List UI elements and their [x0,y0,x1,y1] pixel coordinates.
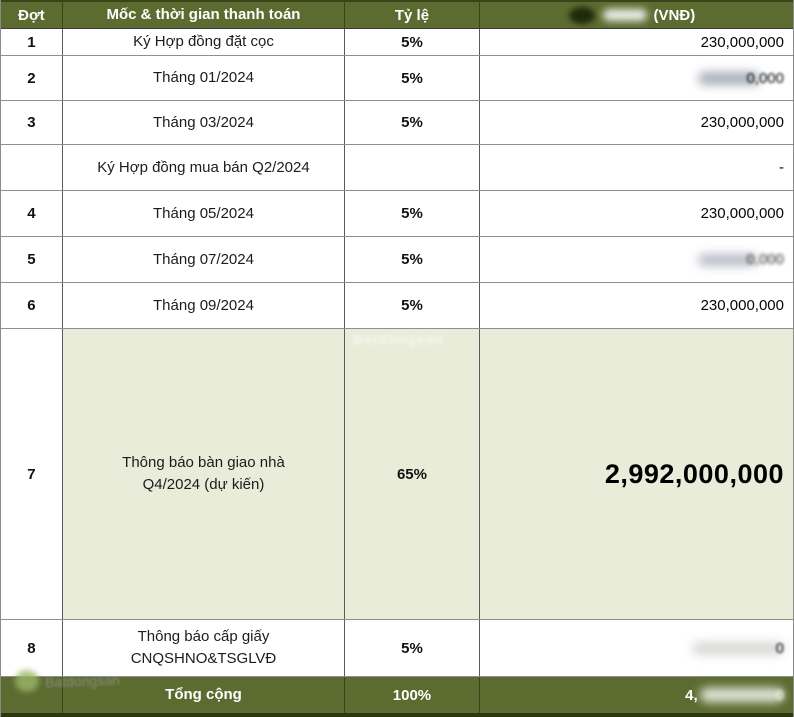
amount-tail: 0,000 [746,251,784,268]
rate-cell: 5% [345,29,480,55]
watermark-logo-text: Batdongsan [44,671,120,691]
total-stage-cell [1,677,63,713]
milestone-cell [63,329,345,619]
rate-cell: 5% [345,237,480,282]
amount-cell: 230,000,000 [700,205,784,222]
total-rate-cell: 100% [345,677,480,713]
table-row [1,620,793,677]
stage-cell: 6 [1,283,63,328]
header-amount-suffix: (VNĐ) [653,6,696,24]
stage-cell: 8 [1,620,63,676]
milestone-line-2: CNQSHNO&TSGLVĐ [130,650,277,667]
stage-cell: 5 [1,237,63,282]
amount-cell: 230,000,000 [700,297,784,314]
milestone-cell: Tháng 05/2024 [63,191,345,236]
milestone-cell [63,620,345,676]
rate-cell: 5% [345,56,480,100]
table-row [1,283,793,329]
milestone-line-1: Thông báo bàn giao nhà [122,454,285,472]
amount-tail: 0 [775,686,784,704]
milestone-cell: Tháng 01/2024 [63,56,345,100]
table-row [1,237,793,283]
table-row [1,191,793,237]
header-milestone: Mốc & thời gian thanh toán [63,2,345,28]
stage-cell: 1 [1,29,63,55]
table-total-row [1,677,793,717]
milestone-cell: Ký Hợp đồng đặt cọc [63,29,345,55]
milestone-cell: Tháng 03/2024 [63,101,345,144]
header-amount [480,2,793,28]
stage-cell: 3 [1,101,63,144]
amount-cell-redacted [480,56,793,100]
amount-cell: - [779,159,784,176]
stage-cell: 2 [1,56,63,100]
amount-cell: 2,992,000,000 [480,329,793,619]
table-row-highlighted [1,329,793,620]
redaction-smudge [692,639,784,657]
amount-tail: 0 [775,639,784,657]
redaction-smudge [603,9,647,21]
stage-cell: 4 [1,191,63,236]
stage-cell: 7 [1,329,63,619]
table-row [1,56,793,101]
header-stage: Đợt [1,2,63,28]
rate-cell: 5% [345,620,480,676]
stage-cell [1,145,63,190]
table-header-row [1,0,793,29]
watermark-brand: Batdongsan [353,331,444,347]
rate-cell: 5% [345,101,480,144]
rate-cell: 5% [345,191,480,236]
amount-cell: 230,000,000 [700,33,784,51]
rate-cell: 5% [345,283,480,328]
milestone-line-2: Q4/2024 (dự kiến) [142,476,265,493]
table-row [1,101,793,145]
table-row [1,145,793,191]
milestone-cell: Ký Hợp đồng mua bán Q2/2024 [63,145,345,190]
rate-cell [345,145,480,190]
redaction-blob [569,7,595,24]
amount-cell-redacted [480,620,793,676]
milestone-cell: Tháng 09/2024 [63,283,345,328]
amount-cell: 230,000,000 [700,114,784,131]
milestone-cell: Tháng 07/2024 [63,237,345,282]
amount-tail: 0,000 [746,69,784,87]
table-row [1,29,793,56]
milestone-line-1: Thông báo cấp giấy [137,628,270,646]
amount-prefix: 4, [685,686,698,704]
amount-cell-redacted [480,237,793,282]
total-label-cell: Tổng cộng [63,677,345,713]
redaction-smudge [700,688,784,702]
header-rate: Tỷ lệ [345,2,480,28]
rate-cell: 65% [345,329,480,619]
total-amount-cell-redacted [480,677,793,713]
